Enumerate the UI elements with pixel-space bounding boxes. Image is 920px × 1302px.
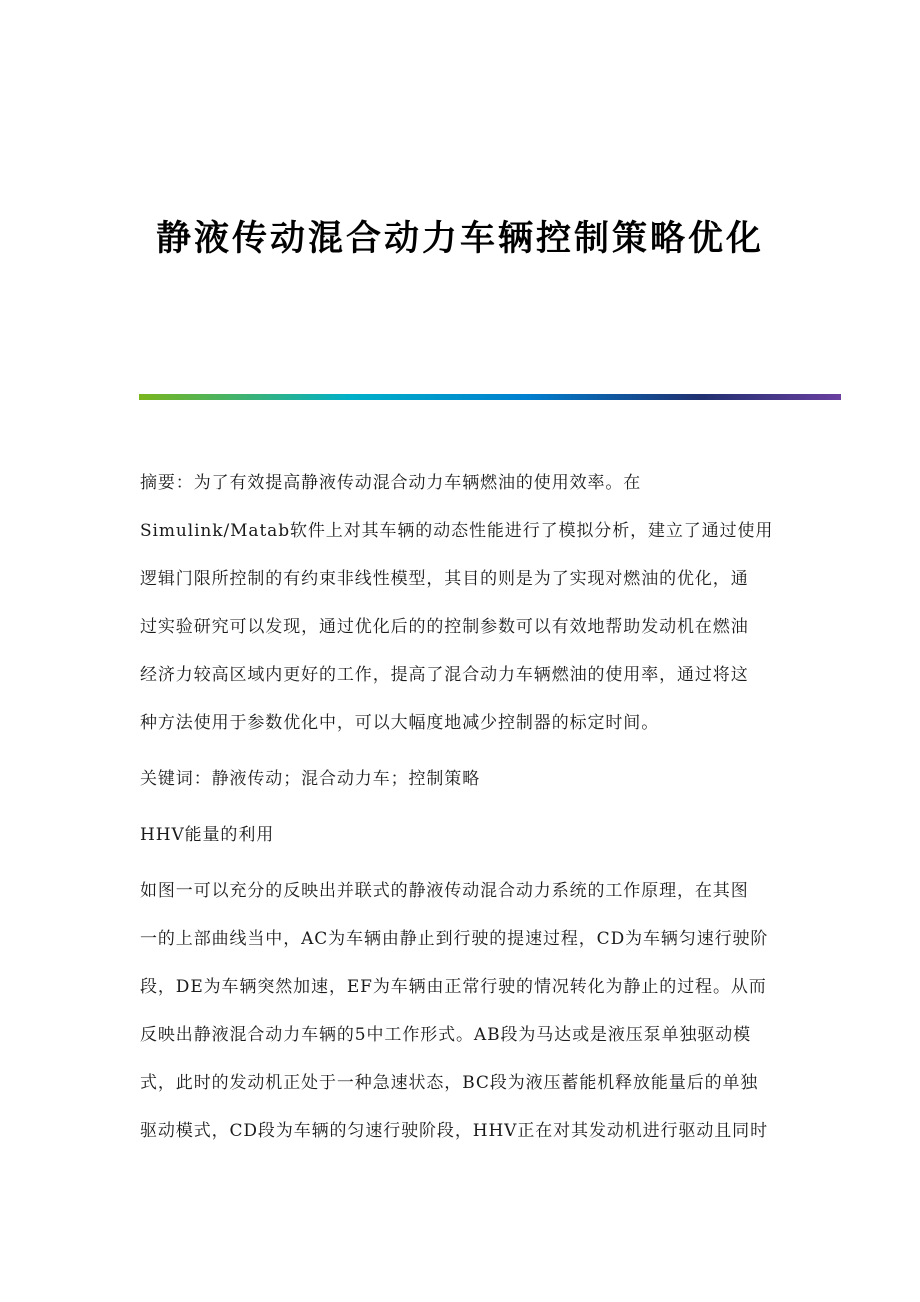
body-line: 段，DE为车辆突然加速，EF为车辆由正常行驶的情况转化为静止的过程。从而 [140,977,767,997]
abstract-line: Simulink/Matab软件上对其车辆的动态性能进行了模拟分析，建立了通过使用 [140,521,774,541]
body-line: 式，此时的发动机正处于一种急速状态，BC段为液压蓄能机释放能量后的单独 [140,1073,759,1093]
abstract-line: 逻辑门限所控制的有约束非线性模型，其目的则是为了实现对燃油的优化，通 [140,569,749,589]
abstract-line: 种方法使用于参数优化中，可以大幅度地减少控制器的标定时间。 [140,713,660,733]
body-line: 如图一可以充分的反映出并联式的静液传动混合动力系统的工作原理，在其图 [140,881,749,901]
abstract-line: 经济力较高区域内更好的工作，提高了混合动力车辆燃油的使用率，通过将这 [140,665,749,685]
body-line: 一的上部曲线当中，AC为车辆由静止到行驶的提速过程，CD为车辆匀速行驶阶 [140,929,769,949]
abstract-line: 过实验研究可以发现，通过优化后的的控制参数可以有效地帮助发动机在燃油 [140,617,749,637]
body-line: 驱动模式，CD段为车辆的匀速行驶阶段，HHV正在对其发动机进行驱动且同时 [140,1121,768,1141]
gradient-bar-graphic [139,394,841,400]
abstract-line: 摘要：为了有效提高静液传动混合动力车辆燃油的使用效率。在 [140,473,642,493]
keywords-line: 关键词：静液传动；混合动力车；控制策略 [140,769,481,789]
section-heading: HHV能量的利用 [140,825,275,845]
gradient-divider [139,385,841,391]
body-line: 反映出静液混合动力车辆的5中工作形式。AB段为马达或是液压泵单独驱动模 [140,1025,752,1045]
document-title: 静液传动混合动力车辆控制策略优化 [155,218,764,259]
